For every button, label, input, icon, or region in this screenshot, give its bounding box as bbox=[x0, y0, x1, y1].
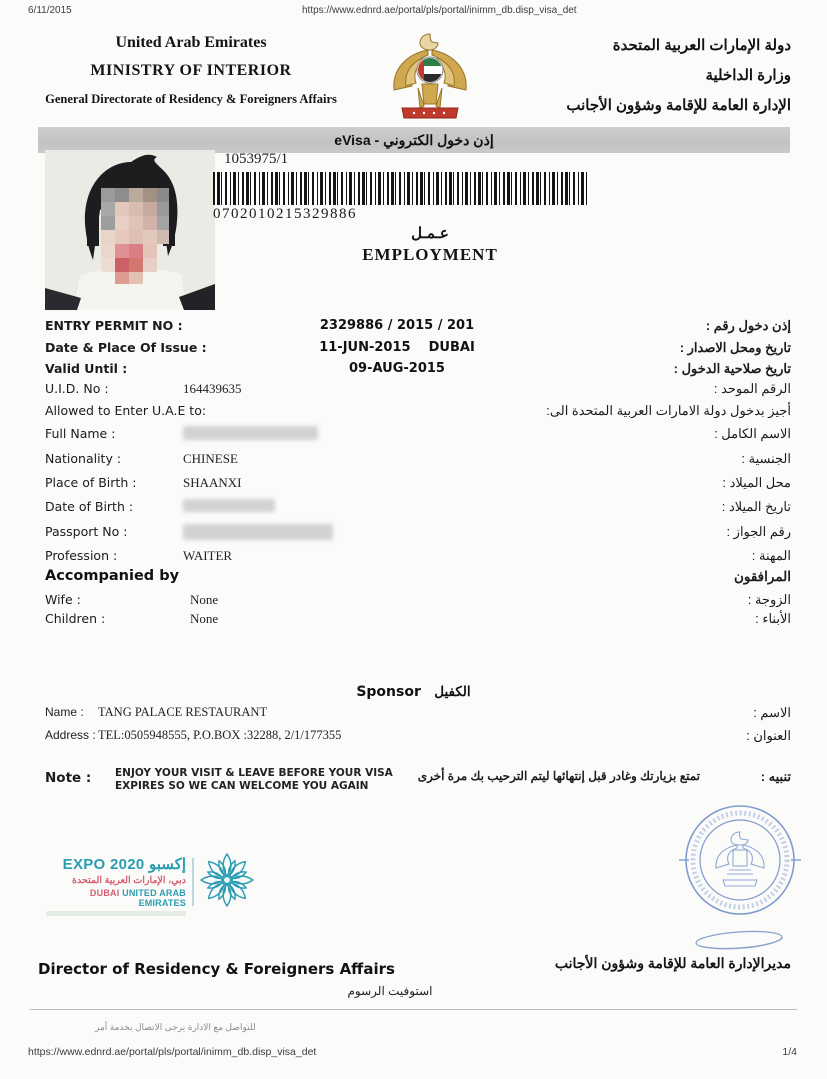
sponsor-heading bbox=[0, 683, 827, 701]
redacted-value bbox=[183, 524, 333, 540]
note-label: Note : bbox=[45, 770, 92, 786]
directorate-name-ar: الإدارة العامة للإقامة وشؤون الأجانب bbox=[566, 97, 791, 114]
field-label: Date of Birth : bbox=[45, 499, 134, 514]
print-date: 6/11/2015 bbox=[28, 5, 72, 16]
expo-divider bbox=[192, 858, 194, 906]
field-label: ENTRY PERMIT NO : bbox=[45, 318, 183, 333]
field-label-ar: محل الميلاد : bbox=[722, 475, 791, 490]
field-label-ar: الرقم الموحد : bbox=[713, 381, 791, 396]
evisa-title-banner: إذن دخول الكتروني - eVisa bbox=[38, 127, 790, 153]
country-name-ar: دولة الإمارات العربية المتحدة bbox=[612, 37, 791, 54]
expo-rosette-icon bbox=[198, 851, 256, 909]
expo-subtitle-ar: دبي، الإمارات العربية المتحدة bbox=[72, 875, 186, 886]
country-name: United Arab Emirates bbox=[115, 34, 267, 51]
field-label: Nationality : bbox=[45, 451, 122, 466]
print-url: https://www.ednrd.ae/portal/pls/portal/inimm_db.disp_visa_det bbox=[302, 5, 577, 16]
field-label-ar: تاريخ صلاحية الدخول : bbox=[673, 361, 791, 376]
field-value: TANG PALACE RESTAURANT bbox=[98, 705, 268, 719]
field-row-profession bbox=[0, 548, 827, 566]
field-row-wife bbox=[0, 592, 827, 610]
directorate-name: General Directorate of Residency & Foreigners Affairs bbox=[45, 92, 337, 106]
note-text-en bbox=[115, 767, 393, 792]
field-value: 11-JUN-2015 DUBAI bbox=[319, 340, 475, 355]
field-label: Children : bbox=[45, 611, 106, 626]
fees-collected-ar: استوفيت الرسوم bbox=[347, 984, 433, 998]
field-label-ar: الاسم : bbox=[753, 705, 791, 720]
official-stamp bbox=[679, 800, 801, 970]
field-label: Full Name : bbox=[45, 426, 116, 441]
field-label-ar: إذن دخول رقم : bbox=[705, 318, 791, 333]
field-label-ar: الزوجة : bbox=[747, 592, 791, 607]
field-row-date-of-birth bbox=[0, 499, 827, 517]
field-label: Place of Birth : bbox=[45, 475, 137, 490]
signature bbox=[696, 929, 783, 951]
ministry-name-ar: وزارة الداخلية bbox=[705, 67, 791, 84]
footer-url: https://www.ednrd.ae/portal/pls/portal/inimm_db.disp_visa_det bbox=[28, 1046, 317, 1058]
accompanied-by-heading-ar: المرافقون bbox=[733, 569, 791, 584]
note-label-ar: تنبيه : bbox=[760, 769, 791, 784]
barcode bbox=[213, 172, 590, 205]
field-label: Date & Place Of Issue : bbox=[45, 340, 207, 355]
expo-title: EXPO 2020 إكسبو bbox=[62, 856, 186, 873]
field-row-children bbox=[0, 611, 827, 629]
sponsor-row-name bbox=[0, 705, 827, 723]
note-line-1: ENJOY YOUR VISIT & LEAVE BEFORE YOUR VISA bbox=[115, 767, 393, 779]
field-row-nationality bbox=[0, 451, 827, 469]
footer-divider bbox=[30, 1009, 797, 1010]
field-value: 164439635 bbox=[183, 381, 242, 396]
footer-page-number: 1/4 bbox=[782, 1046, 797, 1058]
field-row-full-name bbox=[0, 426, 827, 444]
field-row-allowed-to-enter bbox=[0, 403, 827, 421]
uae-falcon-emblem bbox=[372, 28, 488, 124]
field-value: CHINESE bbox=[183, 451, 238, 466]
visa-type-english: EMPLOYMENT bbox=[362, 245, 498, 264]
contact-note-ar: للتواصل مع الادارة يرجى الاتصال بخدمة أمر bbox=[95, 1022, 256, 1032]
field-value: TEL:0505948555, P.O.BOX :32288, 2/1/177355 bbox=[98, 728, 342, 742]
field-value: 2329886 / 2015 / 201 bbox=[319, 318, 475, 333]
field-value: WAITER bbox=[183, 548, 233, 563]
field-label-ar: رقم الجواز : bbox=[726, 524, 791, 539]
field-row-date-place-issue bbox=[0, 340, 827, 358]
field-row-passport-no bbox=[0, 524, 827, 542]
field-label-ar: الجنسية : bbox=[741, 451, 791, 466]
field-label-ar: تاريخ الميلاد : bbox=[721, 499, 791, 514]
field-label: U.I.D. No : bbox=[45, 381, 109, 396]
barcode-number: 0702010215329886 bbox=[213, 206, 357, 222]
field-label-ar: تاريخ ومحل الاصدار : bbox=[679, 340, 791, 355]
letterhead-english bbox=[30, 34, 352, 107]
field-label-ar: أجيز بدخول دولة الامارات العربية المتحدة الى: bbox=[546, 403, 791, 418]
redacted-value bbox=[183, 426, 318, 440]
expo-subtitle-en bbox=[46, 888, 186, 908]
field-row-valid-until bbox=[0, 361, 827, 379]
note-text-ar: تمتع بزيارتك وغادر قبل إنتهائها ليتم الترحيب بك مرة أخرى bbox=[417, 769, 700, 783]
field-row-uid-no bbox=[0, 381, 827, 399]
field-label: Passport No : bbox=[45, 524, 128, 539]
field-label-ar: الأبناء : bbox=[755, 611, 791, 626]
field-label-ar: الاسم الكامل : bbox=[714, 426, 791, 441]
note-line-2: EXPIRES SO WE CAN WELCOME YOU AGAIN bbox=[115, 779, 369, 792]
director-title-en: Director of Residency & Foreigners Affairs bbox=[38, 960, 395, 978]
accompanied-by-heading: Accompanied by bbox=[45, 568, 180, 584]
visa-type-arabic: عـمـل bbox=[411, 225, 449, 242]
expo-uae: UNITED ARAB EMIRATES bbox=[119, 888, 186, 908]
ministry-name: MINISTRY OF INTERIOR bbox=[90, 62, 292, 79]
field-label-ar: العنوان : bbox=[746, 728, 791, 743]
field-value: None bbox=[190, 592, 219, 607]
sponsor-heading-en: Sponsor bbox=[356, 684, 421, 700]
field-label: Valid Until : bbox=[45, 361, 128, 376]
stamp-inner-emblem bbox=[716, 832, 764, 886]
field-label: Address : bbox=[45, 728, 96, 742]
field-label: Wife : bbox=[45, 592, 81, 607]
falcon-head bbox=[420, 34, 438, 50]
director-title-ar: مديرالإدارة العامة للإقامة وشؤون الأجانب bbox=[554, 955, 791, 971]
emblem-ribbon bbox=[402, 108, 458, 118]
flag-roundel bbox=[418, 58, 442, 82]
field-label-ar: المهنة : bbox=[751, 548, 791, 563]
field-value: 09-AUG-2015 bbox=[349, 361, 445, 376]
field-label: Allowed to Enter U.A.E to: bbox=[45, 403, 207, 418]
field-row-entry-permit-no bbox=[0, 318, 827, 336]
applicant-photo bbox=[45, 150, 215, 310]
field-row-place-of-birth bbox=[0, 475, 827, 493]
expo-faint-line bbox=[46, 911, 186, 916]
field-label: Profession : bbox=[45, 548, 118, 563]
field-value: SHAANXI bbox=[183, 475, 242, 490]
expo-2020-logo-text bbox=[46, 855, 186, 916]
field-label: Name : bbox=[45, 705, 84, 719]
file-number: 1053975/1 bbox=[224, 151, 289, 167]
sponsor-heading-ar: الكفيل bbox=[434, 684, 471, 699]
redacted-value bbox=[183, 499, 275, 512]
field-value: None bbox=[190, 611, 219, 626]
expo-dubai: DUBAI bbox=[89, 888, 120, 898]
sponsor-row-address bbox=[0, 728, 827, 746]
